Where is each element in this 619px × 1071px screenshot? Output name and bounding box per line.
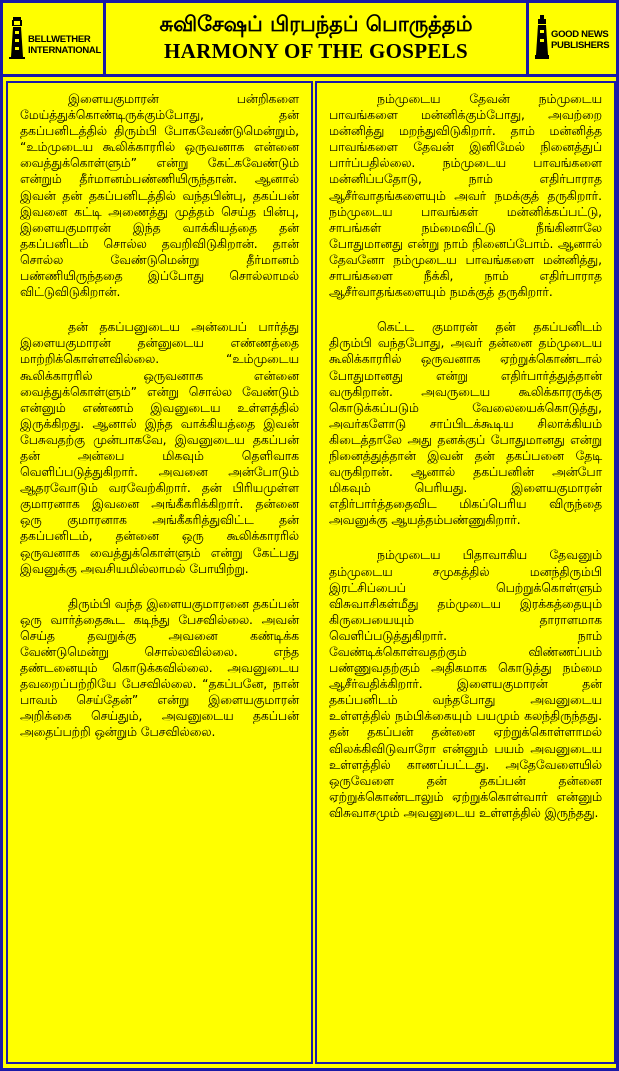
bellwether-logo	[9, 17, 101, 59]
left-paragraph-2: தன் தகப்பனுடைய அன்பைப் பார்த்து இளையகுமாரன் தன்னுடைய எண்ணத்தை மாற்றிக்கொள்ளவில்லை. “உம்முடைய கூலிக்காரரில் ஒருவனாக என்னை வைத்துக்கொள்ளும்” என்று சொல்ல வேண்டும் என்னும் எண்ணம் இவனுடைய உள்ளத்தில் இருக்கிறது. ஆனால் இந்த வாக்கியத்தை இவன் பேசுவதற்கு முன்பாகவே, இவனுடைய தகப்பன் தன் அன்பை மிகவும் தெளிவாக வெளிப்படுத்துகிறார். அவனை அன்போடும் ஆதரவோடும் வரவேற்கிறார். தன் பிரியமுள்ள குமாரனாக இவனை அங்கீகரிக்கிறார். தன்னை ஒரு குமாரனாக அங்கீகரித்துவிட்ட தன் தகப்பனிடம், தன்னை ஒரு கூலிக்காரரில் ஒருவனாக வைத்துக்கொள்ளும் என்று கேட்பது இவனுக்கு அவசியமில்லாமல் போயிற்று.	[20, 320, 299, 576]
good-news-line1: GOOD NEWS	[551, 29, 609, 40]
tower-icon	[535, 15, 549, 59]
right-column	[315, 81, 616, 1064]
right-paragraph-3: நம்முடைய பிதாவாகிய தேவனும் தம்முடைய சமுகத்தில் மனந்திரும்பி இரட்சிப்பைப் பெற்றுக்கொள்ளும் விசுவாசிகள்மீது தம்முடைய இரக்கத்தையும் கிருபையையும் தாராளமாக வெளிப்படுத்துகிறார். நாம் வேண்டிக்கொள்வதற்கும் விண்ணப்பம் பண்ணுவதற்கும் அதிகமாக கொடுத்து நம்மை ஆசீர்வதிக்கிறார். இளையகுமாரன் தன் தகப்பனிடம் வந்தபோது அவனுடைய உள்ளத்தில் நம்பிக்கையும் பயமும் கலந்திருந்தது. தன் தகப்பன் தன்னை ஏற்றுக்கொள்ளாமல் விலக்கிவிடுவாரோ என்னும் பயம் அவனுடைய உள்ளத்தில் காணப்பட்டது. அதேவேளையில் ஒருவேளை தன் தகப்பன் தன்னை ஏற்றுக்கொண்டாலும் ஏற்றுக்கொள்வார் என்னும் விசுவாசமும் அவனுடைய உள்ளத்தில் இருந்தது.	[329, 548, 602, 820]
good-news-logo	[535, 15, 609, 59]
good-news-logo-box	[526, 3, 616, 74]
right-paragraph-1: நம்முடைய தேவன் நம்முடைய பாவங்களை மன்னிக்கும்போது, அவற்றை மன்னித்து மறந்துவிடுகிறார். தாம் மன்னித்த பாவங்களை தேவன் இனிமேல் நினைத்துப் பார்ப்பதில்லை. நம்முடைய பாவங்களை மன்னிப்பதோடு, நாம் எதிர்பாராத ஆசீர்வாதங்களையும் அவர் நமக்குத் தருகிறார். நம்முடைய பாவங்கள் மன்னிக்கப்பட்டு, சாபங்கள் நம்மைவிட்டு நீங்கினாலே போதுமானது என்று நாம் நினைப்போம். ஆனால் தேவனோ நம்முடைய பாவங்களை மன்னித்து, சாபங்களை நீக்கி, நாம் எதிர்பாராத ஆசீர்வாதங்களையும் நமக்குத் தருகிறார்.	[329, 92, 602, 300]
left-column	[6, 81, 313, 1064]
header	[3, 3, 616, 77]
right-paragraph-2: கெட்ட குமாரன் தன் தகப்பனிடம் திரும்பி வந்தபோது, அவர் தன்னை தம்முடைய கூலிக்காரரில் ஒருவனாக ஏற்றுக்கொண்டால் போதுமானது என்று எதிர்பார்த்துத்தான் வருகிறான். அவருடைய கூலிக்காரருக்கு கொடுக்கப்படும் வேலையைக்கொடுத்து, அவர்களோடு சாப்பிடக்கூடிய சிலாக்கியம் கிடைத்தாலே அது தனக்குப் போதுமானது என்று நினைத்துத்தான் இவன் தன் தகப்பனை தேடி வருகிறான். ஆனால் தகப்பனின் அன்போ மிகவும் பெரியது. இளையகுமாரன் எதிர்பார்த்ததைவிட மிகப்பெரிய விருந்தை அவனுக்கு ஆயத்தம்பண்ணுகிறார்.	[329, 320, 602, 528]
left-paragraph-1: இளையகுமாரன் பன்றிகளை மேய்த்துக்கொண்டிருக்கும்போது, தன் தகப்பனிடத்தில் திரும்பி போகவேண்டுமென்றும், “உம்முடைய கூலிக்காரரில் ஒருவனாக என்னை வைத்துக்கொள்ளும்” என்று கேட்கவேண்டும் என்றும் தீர்மானம்பண்ணியிருந்தான். ஆனால் இவன் தன் தகப்பனிடத்தில் வந்தபின்பு, தகப்பன் இவனை கட்டி அணைத்து முத்தம் செய்த பின்பு, இளையகுமாரன் இந்த வாக்கியத்தை தன் தகப்பனிடம் சொல்ல தவறிவிடுகிறான். தான் சொல்ல வேண்டுமென்று தீர்மானம் பண்ணியிருந்ததை இப்போது சொல்லாமல் விட்டுவிடுகிறான்.	[20, 92, 299, 300]
title-english: HARMONY OF THE GOSPELS	[164, 39, 468, 63]
good-news-line2: PUBLISHERS	[551, 40, 610, 51]
title-box	[106, 3, 526, 74]
lighthouse-icon	[9, 17, 25, 59]
bellwether-logo-box	[3, 3, 106, 74]
title-tamil: சுவிசேஷப் பிரபந்தப் பொருத்தம்	[159, 12, 473, 36]
bellwether-line1: BELLWETHER	[28, 34, 91, 45]
bellwether-line2: INTERNATIONAL	[28, 45, 101, 56]
left-paragraph-3: திரும்பி வந்த இளையகுமாரனை தகப்பன் ஒரு வார்த்தைகூட கடிந்து பேசவில்லை. அவன் செய்த தவறுக்கு அவனை கண்டிக்க வேண்டுமென்று சொல்லவில்லை. எந்த தண்டனையும் கொடுக்கவில்லை. அவனுடைய தவறைப்பற்றியே பேசவில்லை. “தகப்பனே, நான் பாவம் செய்தேன்” என்று இளையகுமாரன் அறிக்கை செய்தும், அவனுடைய தகப்பன் அதைப்பற்றி ஒன்றும் பேசவில்லை.	[20, 596, 299, 740]
